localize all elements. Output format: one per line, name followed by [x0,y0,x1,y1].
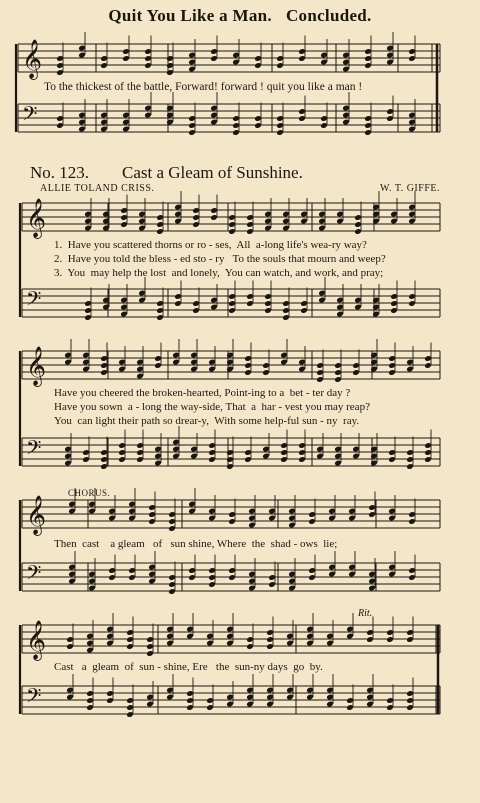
system2-treble-notes [64,339,432,383]
verse-2-line-1: 2. Have you told the bless - ed sto - ry To the souls that mourn and weep? [54,253,386,265]
bass-clef-icon: 𝄢 [26,561,42,589]
treble-clef-icon: 𝄞 [26,198,47,238]
system4-treble-staff [22,620,440,661]
system4-bass-notes [66,674,414,718]
top-treble-notes [56,32,416,76]
system1-bass-notes [84,277,416,321]
top-treble-staff [18,39,440,80]
continued-lyric-line: To the thickest of the battle, Forward! forward ! quit you like a man ! [44,81,363,93]
system1-treble-notes [84,191,416,235]
hymn-number: No. 123. [30,163,90,182]
verse-2-line-2: Have you sown a - long the way-side, That a har - vest you may reap? [54,401,370,413]
bass-clef-icon: 𝄢 [26,436,42,464]
chorus-line-1: Then cast a gleam of sun shine, Where the shad - ows lie; [54,538,338,550]
chorus-line-2: Cast a gleam of sun - shine, Ere the sun-ny days go by. [54,661,323,673]
top-bass-notes [56,92,416,136]
continued-hymn-name: Quit You Like a Man. [108,6,272,25]
system4-treble-notes [66,613,414,657]
hymn-title: Cast a Gleam of Sunshine. [122,163,303,182]
treble-clef-icon: 𝄞 [22,39,43,79]
bass-clef-icon: 𝄢 [22,102,38,130]
treble-clef-icon: 𝄞 [26,495,47,535]
chorus-label: CHORUS. [68,488,111,498]
verse-3-line-2: You can light their path so drear-y, With some help-ful sun - ny ray. [54,415,360,427]
bass-clef-icon: 𝄢 [26,287,42,315]
verse-1-line-2: Have you cheered the broken-hearted, Point-ing to a bet - ter day ? [54,387,351,399]
bass-clef-icon: 𝄢 [26,684,42,712]
lyricist: ALLIE TOLAND CRISS. [40,183,155,194]
ritardando-mark: Rit. [358,608,373,619]
treble-clef-icon: 𝄞 [26,620,47,660]
composer: W. T. GIFFE. [380,183,440,194]
treble-clef-icon: 𝄞 [26,346,47,386]
system3-bass-notes [68,551,416,595]
system2-bass-notes [64,426,432,470]
continued-label: Concluded. [285,6,372,25]
verse-1-line-1: 1. Have you scattered thorns or ro - ses, All a-long life's wea-ry way? [54,239,367,251]
verse-3-line-1: 3. You may help the lost and lonely, You can watch, and work, and pray; [54,267,384,279]
system3-treble-notes [68,488,416,532]
